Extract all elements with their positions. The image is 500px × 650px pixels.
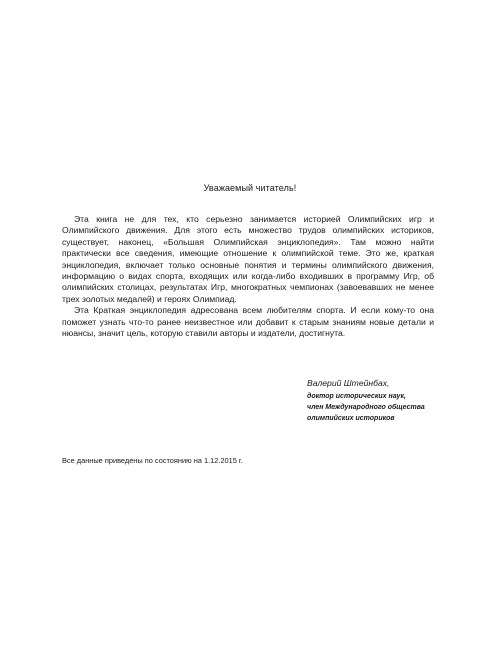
paragraph-1: Эта книга не для тех, кто серьезно занимается историей Олимпийских игр и Олимпийского движения. Для этого есть множество трудов олимпийских историков, существует, наконец, «Большая Олимпийская энциклопедия». Там можно найти практически все сведения, имеющие отношение к олимпийской теме. Это же, краткая энциклопедия, включает только основные понятия и термины олимпийского движения, информацию о видах спорта, входящих или когда-либо входивших в программу Игр, об олимпийских столицах, результатах Игр, многократных чемпионах (завоевавших не менее трех золотых медалей) и героях Олимпиад. <box>62 214 434 304</box>
data-date-note: Все данные приведены по состоянию на 1.12.2015 г. <box>62 456 243 465</box>
paragraph-2: Эта Краткая энциклопедия адресована всем любителям спорта. И если кому-то она поможет узнать что-то ранее неизвестное или добавит к старым знаниям новые детали и нюансы, значит цель, которую ставили авторы и издатели, достигнута. <box>62 305 434 339</box>
signature-name: Валерий Штейнбах, <box>307 378 390 388</box>
signature-title-2: член Международного общества <box>307 404 425 411</box>
signature-block <box>307 378 457 424</box>
signature-title-1: доктор исторических наук, <box>307 393 406 400</box>
body-text <box>62 214 434 339</box>
signature-title-3: олимпийских историков <box>307 415 395 422</box>
greeting-heading: Уважаемый читатель! <box>203 183 297 193</box>
